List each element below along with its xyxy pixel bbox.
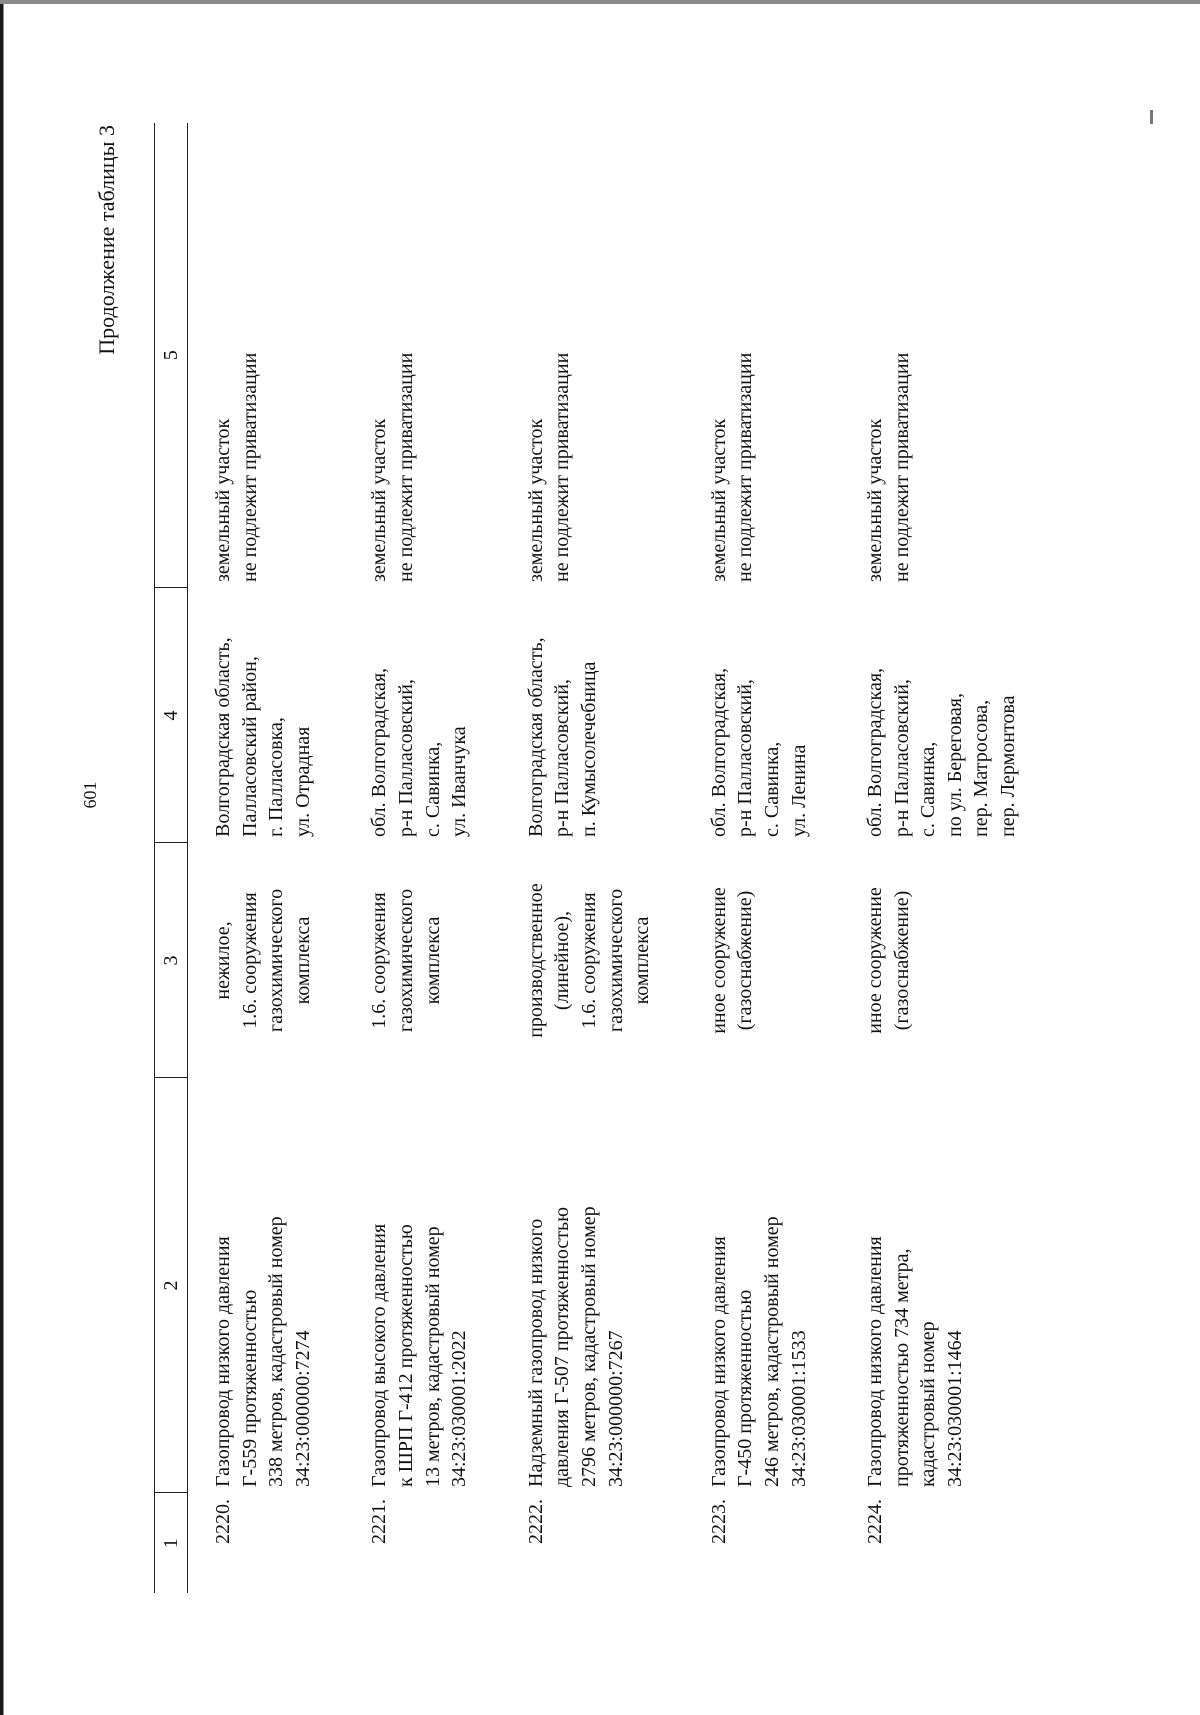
object-note-line: земельный участок	[707, 418, 730, 582]
object-note-cell	[344, 123, 500, 588]
object-address-line: обл. Волгоградская,	[368, 667, 391, 837]
object-name-line: 246 метров, кадастровый номер	[760, 1216, 783, 1487]
object-address-line: Палласовский район,	[238, 656, 261, 837]
object-type-cell	[840, 843, 1050, 1078]
object-name-line: Газопровод низкого давления	[212, 1236, 234, 1487]
object-name-cell	[188, 1078, 345, 1493]
object-name-line: кадастровый номер	[917, 1321, 940, 1487]
object-type-line: газохимического	[394, 888, 417, 1033]
object-name-cell	[840, 1078, 1050, 1493]
object-note-line: земельный участок	[864, 418, 887, 582]
row-number-cell: 2220.	[212, 1499, 234, 1544]
object-address-cell	[344, 588, 500, 843]
object-name-line: к ШРП Г-412 протяженностью	[394, 1224, 417, 1487]
object-address-line: Волгоградская область,	[212, 637, 234, 837]
object-note-cell	[684, 123, 840, 588]
object-name-line: Газопровод высокого давления	[368, 1223, 391, 1487]
object-name-line: Г-450 протяженностью	[734, 1289, 757, 1487]
object-note-line: не подлежит приватизации	[394, 352, 417, 582]
header-col-5: 5	[155, 123, 188, 588]
object-name-line: Надземный газопровод низкого	[524, 1218, 547, 1487]
object-name-line: 2796 метров, кадастровый номер	[577, 1206, 600, 1487]
table-caption: Продолжение таблицы 3	[94, 125, 119, 355]
object-address-line: ул. Ленина	[787, 744, 810, 837]
object-type-line: (линейное),	[551, 910, 574, 1011]
object-type-line: (газоснабжение)	[890, 890, 913, 1031]
object-type-line: иное сооружение	[707, 887, 730, 1034]
object-address-line: р-н Палласовский,	[394, 679, 417, 837]
object-address-line: обл. Волгоградская,	[864, 667, 887, 837]
object-type-line: 1.6. сооружения	[577, 892, 600, 1029]
object-note-cell	[188, 123, 345, 588]
object-name-line: 34:23:030001:1464	[943, 1330, 966, 1487]
object-name-line: Газопровод низкого давления	[864, 1236, 887, 1487]
header-col-4: 4	[155, 588, 188, 843]
table-row	[840, 123, 1050, 1593]
object-address-line: р-н Палласовский,	[734, 679, 757, 837]
page-number: 601	[80, 781, 100, 809]
object-note-line: земельный участок	[368, 418, 391, 582]
object-type-line: (газоснабжение)	[734, 890, 757, 1031]
object-name-line: 34:23:000000:7267	[604, 1330, 627, 1487]
object-name-line: 338 метров, кадастровый номер	[265, 1216, 288, 1487]
object-address-line: ул. Отрадная	[291, 726, 314, 837]
object-type-line: комплекса	[631, 916, 654, 1005]
object-note-line: не подлежит приватизации	[734, 352, 757, 582]
header-row	[155, 123, 188, 1593]
object-type-line: 1.6. сооружения	[368, 892, 391, 1029]
object-address-line: обл. Волгоградская,	[707, 667, 730, 837]
object-address-cell	[840, 588, 1050, 843]
object-address-line: по ул. Береговая,	[943, 692, 966, 837]
table-row	[188, 123, 345, 1593]
registry-table	[154, 123, 1050, 1593]
object-type-line: нежилое,	[212, 921, 234, 1000]
object-type-line: газохимического	[604, 888, 627, 1033]
object-type-line: газохимического	[265, 888, 288, 1033]
object-name-cell	[501, 1078, 684, 1493]
row-number-cell: 2221.	[368, 1499, 391, 1544]
object-type-line: производственное	[524, 883, 547, 1038]
object-name-cell	[344, 1078, 500, 1493]
object-address-line: с. Савинка,	[421, 741, 444, 837]
object-name-line: Газопровод низкого давления	[707, 1236, 730, 1487]
object-address-line: пер. Матросова,	[970, 699, 993, 837]
object-name-cell	[684, 1078, 840, 1493]
object-address-cell	[684, 588, 840, 843]
row-number-cell: 2223.	[707, 1499, 730, 1544]
object-note-line: земельный участок	[524, 418, 547, 582]
table-body	[188, 123, 1050, 1593]
object-address-line: с. Савинка,	[760, 741, 783, 837]
object-note-line: не подлежит приватизации	[890, 352, 913, 582]
object-type-cell	[501, 843, 684, 1078]
object-name-line: Г-559 протяженностью	[238, 1289, 261, 1487]
object-address-cell	[501, 588, 684, 843]
object-name-line: 34:23:030001:1533	[787, 1330, 810, 1487]
object-address-line: ул. Иванчука	[448, 726, 471, 837]
table-row	[501, 123, 684, 1593]
object-name-line: протяженностью 734 метра,	[890, 1248, 913, 1487]
header-col-1: 1	[155, 1493, 188, 1593]
row-number-cell: 2224.	[864, 1499, 887, 1544]
object-type-line: комплекса	[291, 916, 314, 1005]
object-note-line: земельный участок	[212, 418, 234, 582]
object-type-cell	[188, 843, 345, 1078]
object-address-cell	[188, 588, 345, 843]
object-type-cell	[684, 843, 840, 1078]
object-type-line: 1.6. сооружения	[238, 892, 261, 1029]
object-note-cell	[840, 123, 1050, 588]
object-note-line: не подлежит приватизации	[551, 352, 574, 582]
object-address-line: пер. Лермонтова	[997, 695, 1020, 837]
object-name-line: 34:23:030001:2022	[448, 1330, 471, 1487]
object-note-line: не подлежит приватизации	[238, 352, 261, 582]
header-col-3: 3	[155, 843, 188, 1078]
object-type-line: комплекса	[421, 916, 444, 1005]
object-address-line: р-н Палласовский,	[890, 679, 913, 837]
object-address-line: с. Савинка,	[917, 741, 940, 837]
object-address-line: п. Кумысолечебница	[577, 661, 600, 837]
table-row	[344, 123, 500, 1593]
object-address-line: р-н Палласовский,	[551, 679, 574, 837]
table-row	[684, 123, 840, 1593]
row-number-cell: 2222.	[524, 1499, 547, 1544]
object-note-cell	[501, 123, 684, 588]
object-type-line: иное сооружение	[864, 887, 887, 1034]
object-name-line: 34:23:000000:7274	[291, 1330, 314, 1487]
object-address-line: Волгоградская область,	[524, 637, 547, 837]
object-type-cell	[344, 843, 500, 1078]
object-name-line: 13 метров, кадастровый номер	[421, 1226, 444, 1487]
object-address-line: г. Палласовка,	[265, 717, 288, 837]
header-col-2: 2	[155, 1078, 188, 1493]
object-name-line: давления Г-507 протяженностью	[551, 1206, 574, 1487]
